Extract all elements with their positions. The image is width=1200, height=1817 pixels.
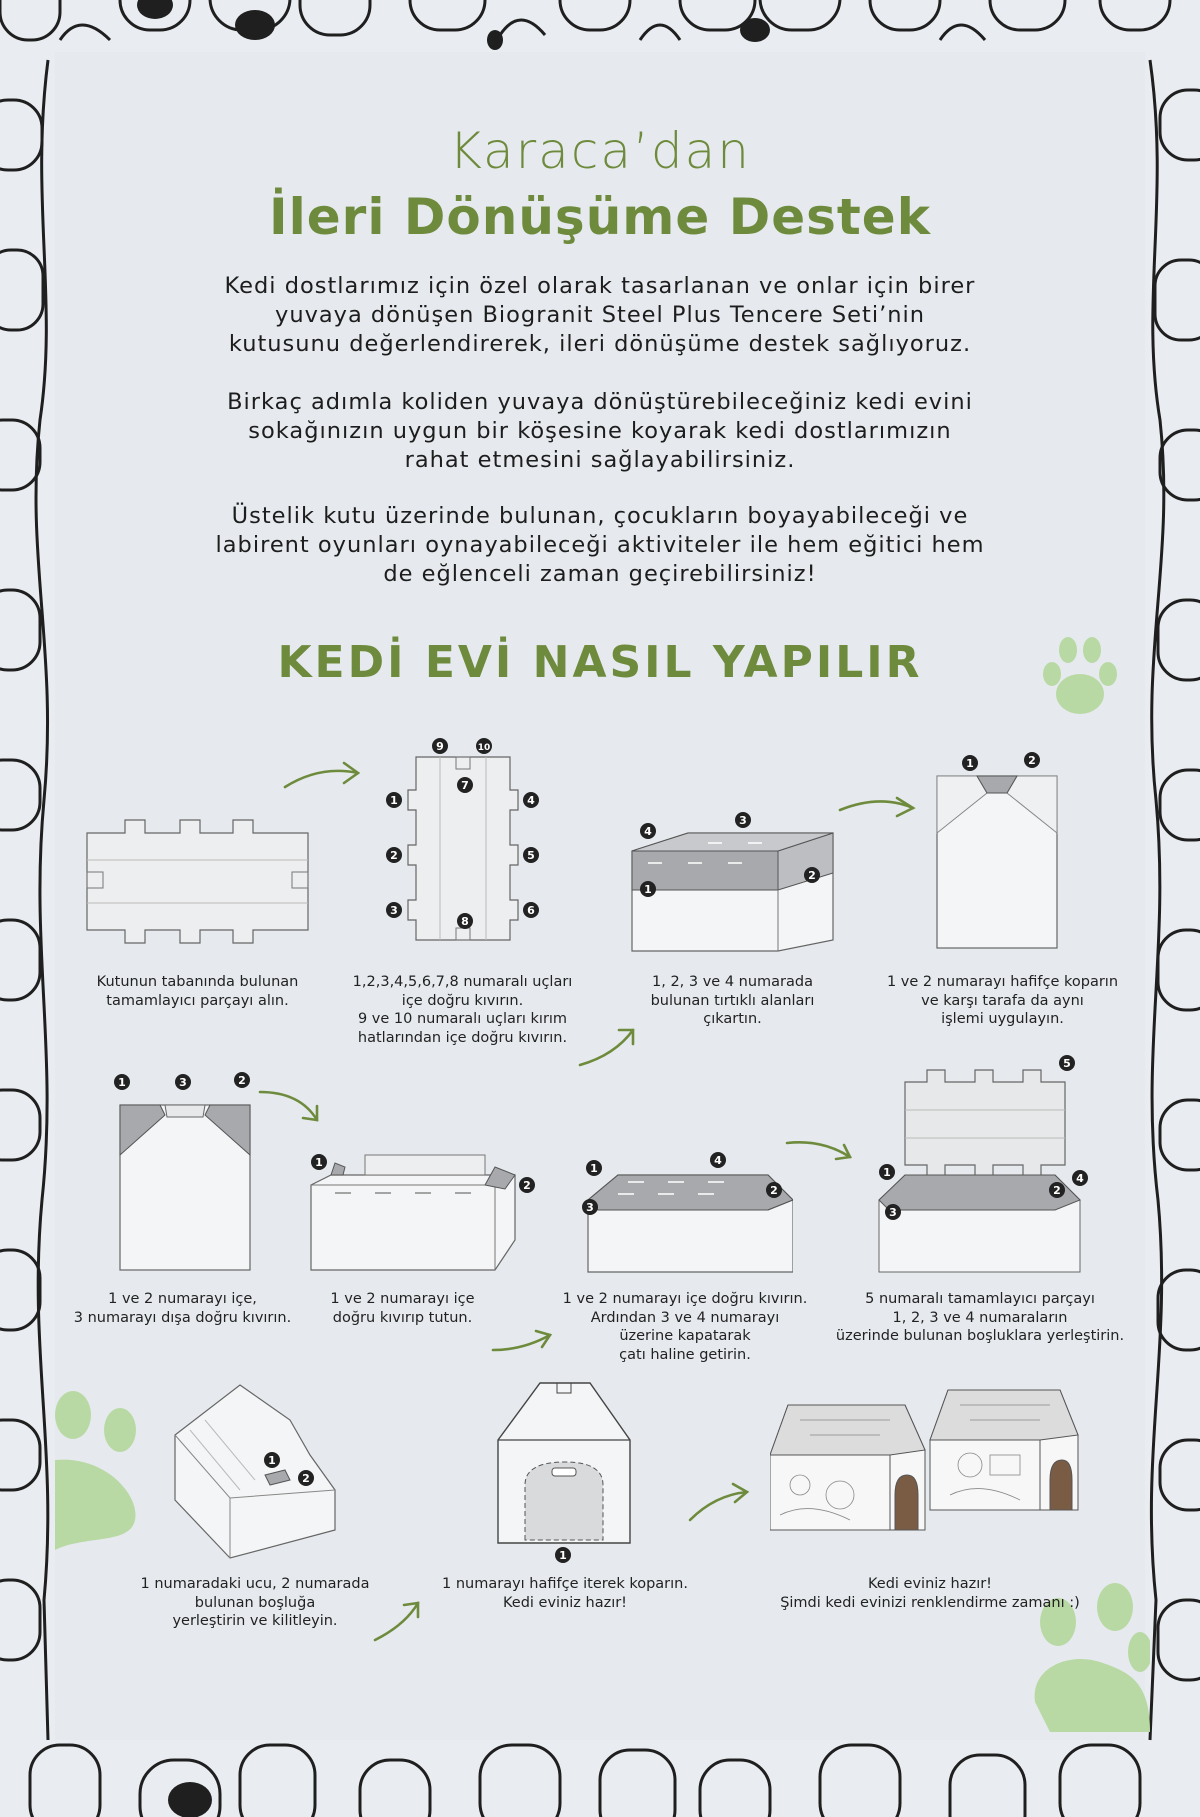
step-9-caption: 1 numaradaki ucu, 2 numarada bulunan boşluğa yerleştirin ve kilitleyin. bbox=[140, 1576, 370, 1629]
step-8-marker: 2 bbox=[1053, 1184, 1061, 1197]
step-8-caption: 5 numaralı tamamlayıcı parçayı 1, 2, 3 ve 4 numaraların üzerinde bulunan boşluklara yerleştirin. bbox=[835, 1291, 1125, 1344]
right-paw-column bbox=[1150, 60, 1200, 1740]
step-8-marker: 5 bbox=[1063, 1057, 1071, 1070]
step-5-marker: 1 bbox=[118, 1076, 126, 1089]
step-2-marker: 5 bbox=[527, 849, 535, 862]
step-11-finished-houses bbox=[770, 1385, 1080, 1540]
title-brand: Karaca’dan bbox=[449, 122, 751, 180]
green-paw-icon bbox=[55, 1385, 150, 1550]
arrow-icon bbox=[782, 1135, 857, 1165]
step-4-caption: 1 ve 2 numarayı hafifçe koparın ve karşı tarafa da aynı işlemi uygulayın. bbox=[886, 974, 1119, 1027]
step-3-illustration bbox=[628, 805, 838, 955]
step-8-marker: 3 bbox=[889, 1206, 897, 1219]
arrow-icon bbox=[488, 1325, 558, 1360]
step-3-marker: 3 bbox=[739, 814, 747, 827]
step-6-marker: 1 bbox=[315, 1156, 323, 1169]
step-3-caption: 1, 2, 3 ve 4 numarada bulunan tırtıklı alanları çıkartın. bbox=[650, 974, 815, 1027]
section-title: KEDİ EVİ NASIL YAPILIR bbox=[277, 637, 923, 688]
step-5-marker: 2 bbox=[238, 1074, 246, 1087]
step-2-marker: 3 bbox=[390, 904, 398, 917]
step-9-marker: 2 bbox=[302, 1472, 310, 1485]
step-7-marker: 4 bbox=[714, 1154, 722, 1167]
step-2-illustration bbox=[380, 735, 545, 950]
step-3-marker: 2 bbox=[808, 869, 816, 882]
step-1-caption: Kutunun tabanında bulunan tamamlayıcı parçayı alın. bbox=[96, 974, 299, 1009]
arrow-icon bbox=[280, 755, 365, 795]
step-1-illustration bbox=[85, 815, 310, 950]
step-2-marker: 6 bbox=[527, 904, 535, 917]
step-7-marker: 1 bbox=[590, 1162, 598, 1175]
step-2-marker: 1 bbox=[390, 794, 398, 807]
step-2-marker: 2 bbox=[390, 849, 398, 862]
step-2-caption: 1,2,3,4,5,6,7,8 numaralı uçları içe doğru kıvırın. 9 ve 10 numaralı uçları kırım hatlarından içe doğru kıvırın. bbox=[352, 974, 573, 1046]
step-7-marker: 2 bbox=[770, 1184, 778, 1197]
step-5-marker: 3 bbox=[179, 1076, 187, 1089]
step-2-marker: 7 bbox=[461, 779, 469, 792]
step-8-marker: 1 bbox=[883, 1166, 891, 1179]
step-5-illustration bbox=[110, 1070, 260, 1275]
arrow-icon bbox=[685, 1480, 755, 1525]
step-3-marker: 4 bbox=[644, 825, 652, 838]
top-paw-row bbox=[0, 0, 1170, 40]
step-5-caption: 1 ve 2 numarayı içe, 3 numarayı dışa doğru kıvırın. bbox=[73, 1291, 292, 1326]
step-7-caption: 1 ve 2 numarayı içe doğru kıvırın. Ardından 3 ve 4 numarayı üzerine kapatarak çatı haline getirin. bbox=[562, 1291, 808, 1363]
step-11-caption: Kedi eviniz hazır! Şimdi kedi evinizi renklendirme zamanı :) bbox=[780, 1576, 1080, 1611]
step-2-marker: 9 bbox=[436, 740, 444, 753]
title-main: İleri Dönüşüme Destek bbox=[269, 188, 931, 246]
step-10-caption: 1 numarayı hafifçe iterek koparın. Kedi eviniz hazır! bbox=[442, 1576, 688, 1611]
step-4-marker: 2 bbox=[1028, 754, 1036, 767]
intro-paragraph-3: Üstelik kutu üzerinde bulunan, çocukların boyayabileceği ve labirent oyunları oynayabileceği aktiviteler ile hem eğitici hem de eğlenceli zaman geçirebilirsiniz! bbox=[215, 503, 985, 587]
step-7-marker: 3 bbox=[586, 1201, 594, 1214]
step-2-marker: 8 bbox=[461, 915, 469, 928]
left-paw-column bbox=[0, 60, 48, 1740]
arrow-icon bbox=[255, 1082, 325, 1127]
step-4-illustration bbox=[930, 748, 1060, 953]
step-6-caption: 1 ve 2 numarayı içe doğru kıvırıp tutun. bbox=[330, 1291, 475, 1326]
step-6-illustration bbox=[305, 1145, 535, 1275]
step-8-marker: 4 bbox=[1076, 1172, 1084, 1185]
step-6-marker: 2 bbox=[523, 1179, 531, 1192]
arrow-icon bbox=[835, 790, 920, 820]
step-9-marker: 1 bbox=[268, 1454, 276, 1467]
intro-paragraph-2: Birkaç adımla koliden yuvaya dönüştürebileceğiniz kedi evini sokağınızın uygun bir köşesine koyarak kedi dostlarımızın rahat etmesini sağlayabilirsiniz. bbox=[227, 389, 973, 473]
step-7-illustration bbox=[578, 1150, 793, 1275]
step-3-marker: 1 bbox=[644, 883, 652, 896]
step-2-marker: 4 bbox=[527, 794, 535, 807]
step-10-illustration bbox=[495, 1380, 635, 1565]
intro-paragraph-1: Kedi dostlarımız için özel olarak tasarlanan ve onlar için birer yuvaya dönüşen Biogranit Steel Plus Tencere Seti’nin kutusunu değerlendirerek, ileri dönüşüme destek sağlıyoruz. bbox=[224, 273, 976, 357]
step-4-marker: 1 bbox=[966, 757, 974, 770]
step-10-marker: 1 bbox=[559, 1549, 567, 1562]
step-2-marker: 10 bbox=[477, 743, 491, 753]
step-9-illustration bbox=[170, 1380, 345, 1560]
step-8-illustration bbox=[875, 1050, 1100, 1275]
